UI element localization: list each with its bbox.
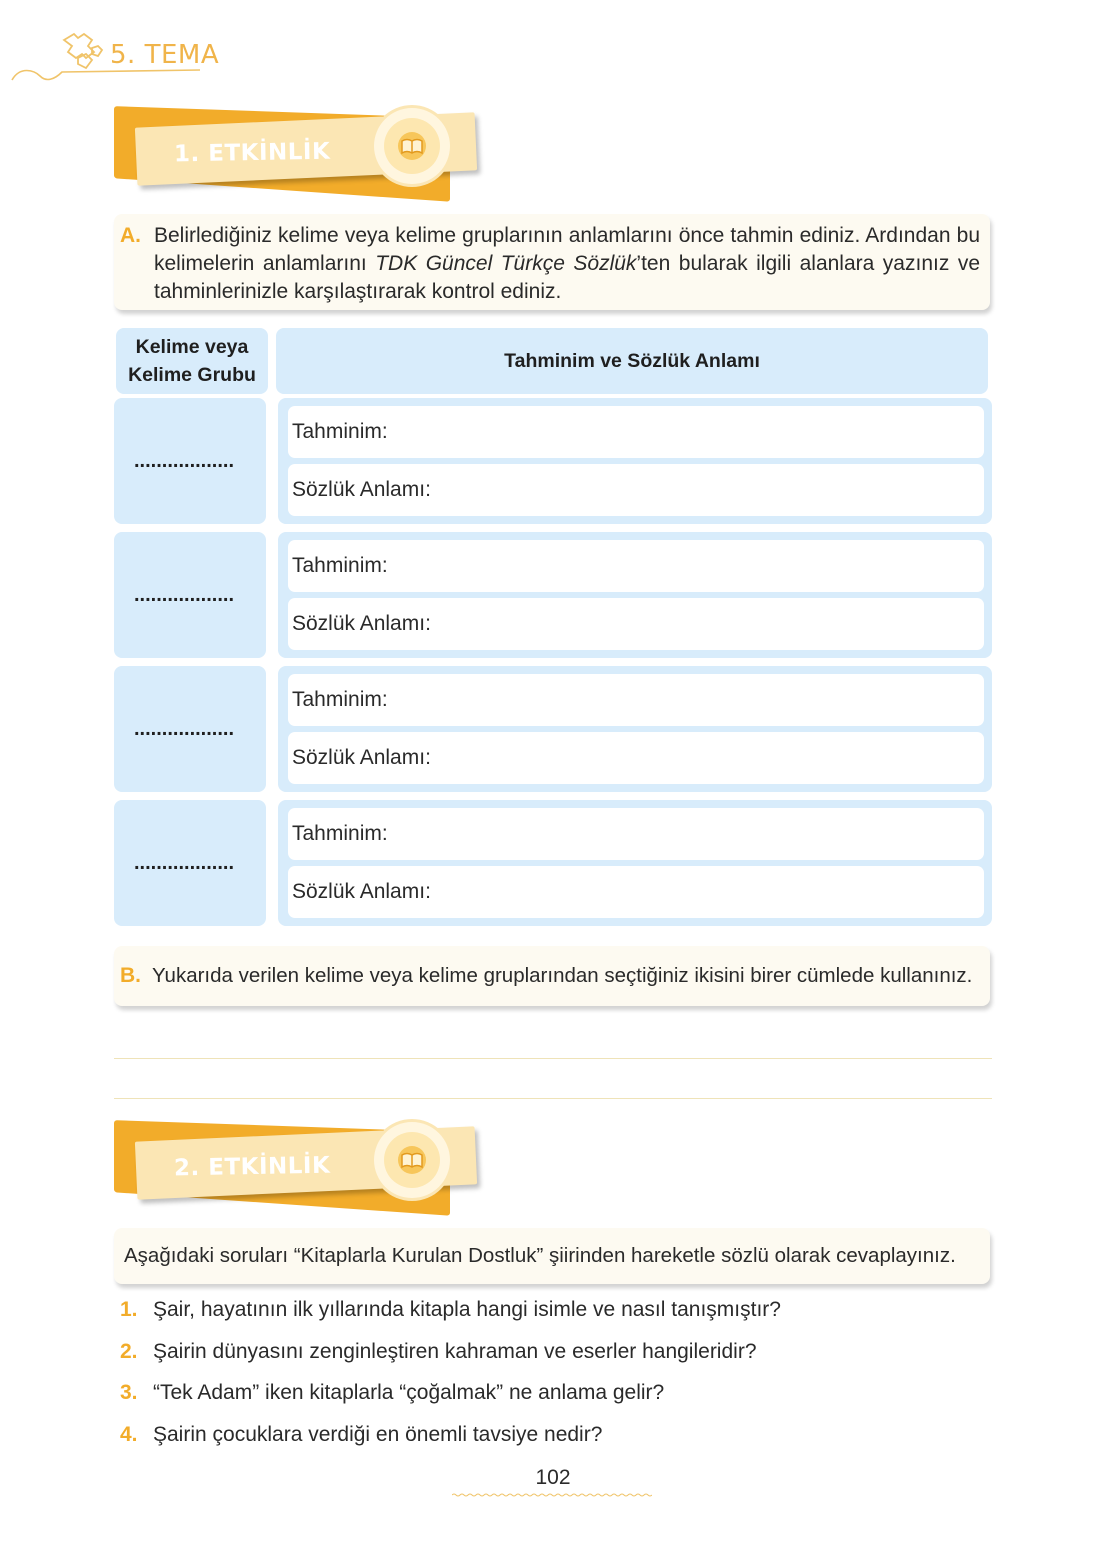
writing-line[interactable] xyxy=(114,1098,992,1099)
table-header-word: Kelime veya Kelime Grubu xyxy=(116,328,268,394)
instruction-a-text: Belirlediğiniz kelime veya kelime gruplarının anlamlarını önce tahmin ediniz. Ardından bu kelimelerin anlamlarını TDK Güncel Türkçe Sözlük’ten bularak ilgili alanlara yazınız ve tahminlerinizle karşılaştırarak kontrol ediniz. xyxy=(154,224,980,303)
activity-1-title: 1. ETKİNLİK xyxy=(173,138,331,168)
table-row xyxy=(114,666,992,792)
word-cell[interactable]: .................. xyxy=(114,666,266,792)
dictionary-field[interactable]: Sözlük Anlamı: xyxy=(288,598,984,650)
writing-line[interactable] xyxy=(114,1058,992,1059)
page-header xyxy=(0,0,260,90)
dictionary-field[interactable]: Sözlük Anlamı: xyxy=(288,464,984,516)
question-item: 4. Şairin çocuklara verdiği en önemli tavsiye nedir? xyxy=(120,1423,603,1446)
word-cell[interactable]: .................. xyxy=(114,398,266,524)
table-row xyxy=(114,532,992,658)
page-number: 102 xyxy=(535,1466,571,1489)
instruction-b-text: Yukarıda verilen kelime veya kelime gruplarından seçtiğiniz ikisini birer cümlede kullanınız. xyxy=(152,964,973,987)
part-letter-b: B. xyxy=(120,964,141,987)
activity-1-banner xyxy=(110,108,490,208)
page-number-underline xyxy=(452,1493,652,1497)
question-item: 3. “Tek Adam” iken kitaplarla “çoğalmak” ne anlama gelir? xyxy=(120,1381,665,1404)
guess-field[interactable]: Tahminim: xyxy=(288,406,984,458)
table-header-meaning: Tahminim ve Sözlük Anlamı xyxy=(276,328,988,394)
activity-2-banner xyxy=(110,1122,490,1222)
question-item: 1. Şair, hayatının ilk yıllarında kitapla hangi isimle ve nasıl tanışmıştır? xyxy=(120,1298,781,1321)
instruction-activity-2 xyxy=(114,1228,990,1284)
word-cell[interactable]: .................. xyxy=(114,800,266,926)
theme-title: 5. TEMA xyxy=(110,40,220,70)
guess-field[interactable]: Tahminim: xyxy=(288,674,984,726)
part-letter-a: A. xyxy=(120,224,141,247)
instruction-b xyxy=(114,946,990,1006)
dictionary-field[interactable]: Sözlük Anlamı: xyxy=(288,866,984,918)
question-item: 2. Şairin dünyasını zenginleştiren kahraman ve eserler hangileridir? xyxy=(120,1340,757,1363)
guess-field[interactable]: Tahminim: xyxy=(288,540,984,592)
activity-2-title: 2. ETKİNLİK xyxy=(173,1152,331,1182)
instruction-activity-2-text: Aşağıdaki soruları “Kitaplarla Kurulan Dostluk” şiirinden hareketle sözlü olarak cevaplayınız. xyxy=(124,1244,956,1267)
table-row xyxy=(114,398,992,524)
open-book-icon xyxy=(386,1134,438,1186)
guess-field[interactable]: Tahminim: xyxy=(288,808,984,860)
instruction-a xyxy=(114,214,990,310)
dictionary-field[interactable]: Sözlük Anlamı: xyxy=(288,732,984,784)
word-cell[interactable]: .................. xyxy=(114,532,266,658)
open-book-icon xyxy=(386,120,438,172)
table-row xyxy=(114,800,992,926)
